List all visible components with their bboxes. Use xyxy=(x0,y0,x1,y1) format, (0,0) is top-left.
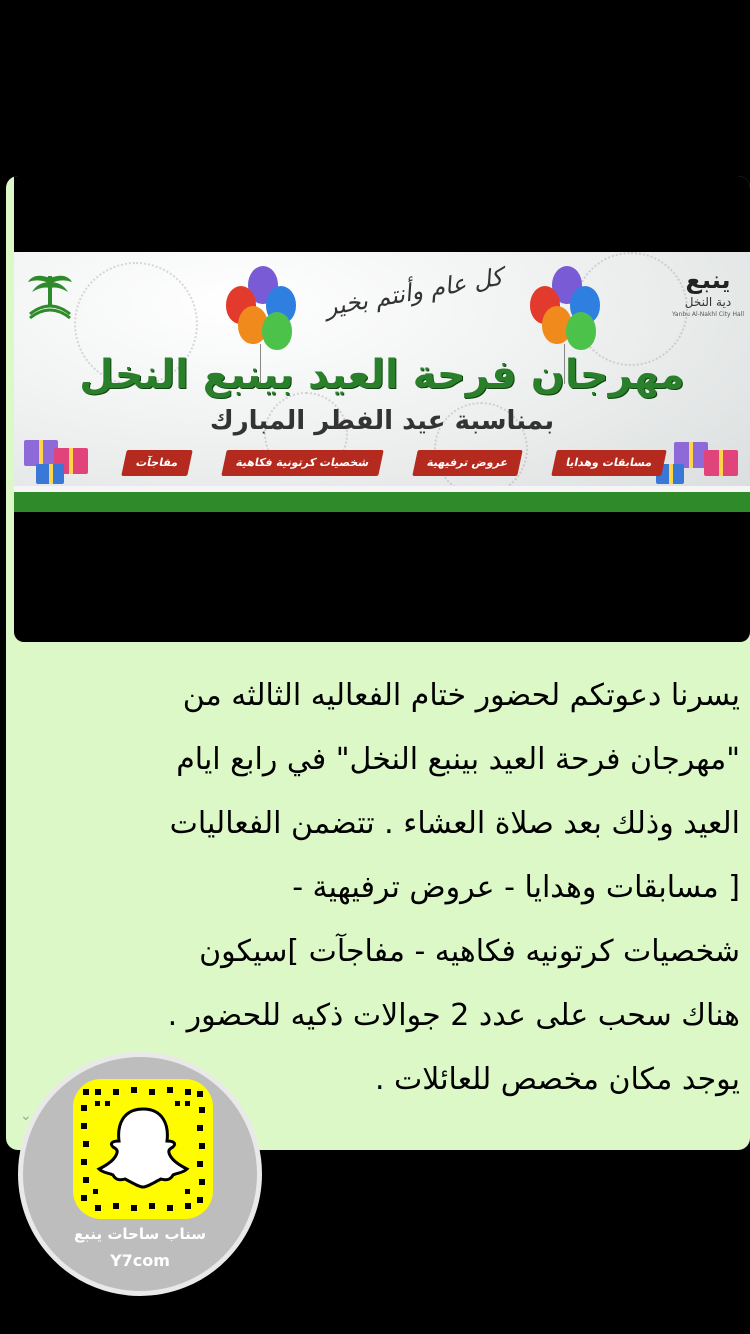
banner-green-stripe xyxy=(14,492,750,512)
banner-title: مهرجان فرحة العيد بينبع النخل xyxy=(79,352,685,398)
gift-icon xyxy=(24,440,58,466)
logo-english: Yanbu Al-Nakhl City Hall xyxy=(672,311,744,318)
tag-cartoon-characters: شخصيات كرتونية فكاهية xyxy=(221,450,384,476)
message-line: هناك سحب على عدد 2 جوالات ذكيه للحضور . xyxy=(167,998,740,1033)
snapcode-qr xyxy=(73,1079,213,1219)
gift-icon xyxy=(704,450,738,476)
message-line: يسرنا دعوتكم لحضور ختام الفعاليه الثالثه من xyxy=(182,678,740,713)
tag-surprises: مفاجآت xyxy=(121,450,193,476)
message-text xyxy=(22,664,740,1112)
activity-tags xyxy=(124,450,664,486)
tag-competitions: مسابقات وهدايا xyxy=(551,450,667,476)
message-line: شخصيات كرتونيه فكاهيه - مفاجآت ]سيكون xyxy=(199,934,740,969)
festival-banner xyxy=(14,252,750,512)
banner-subtitle: بمناسبة عيد الفطر المبارك xyxy=(209,406,555,436)
message-line: العيد وذلك بعد صلاة العشاء . تتضمن الفعاليات xyxy=(169,806,740,841)
message-line: يوجد مكان مخصص للعائلات . xyxy=(374,1062,740,1097)
logo-name: ينبع xyxy=(685,266,731,294)
municipality-logo xyxy=(672,266,744,346)
snapcode-site: Y7com xyxy=(110,1251,170,1270)
snapcode-label: سناب ساحات ينبع xyxy=(73,1225,207,1243)
gift-icon xyxy=(36,464,64,484)
snapcode-badge[interactable] xyxy=(18,1052,262,1296)
message-bubble[interactable] xyxy=(6,176,750,1150)
message-line: "مهرجان فرحة العيد بينبع النخل" في رابع ايام xyxy=(176,742,740,777)
image-attachment[interactable] xyxy=(14,176,750,642)
greeting-calligraphy: كل عام وأنتم بخير xyxy=(323,262,505,322)
snapchat-ghost-icon xyxy=(73,1079,213,1219)
message-line: [ مسابقات وهدايا - عروض ترفيهية - xyxy=(292,870,740,905)
logo-subtitle: دية النخل xyxy=(684,295,732,309)
tag-entertainment: عروض ترفيهية xyxy=(412,450,522,476)
saudi-emblem-icon xyxy=(20,266,80,326)
chevron-down-icon[interactable]: ⌄ xyxy=(20,1108,32,1124)
